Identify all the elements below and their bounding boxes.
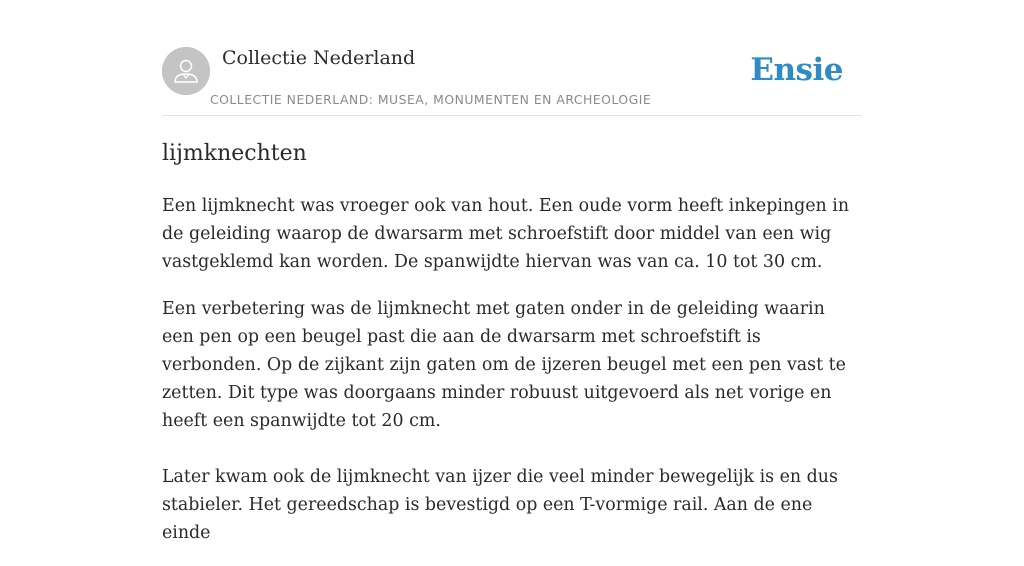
article-paragraph: Later kwam ook de lijmknecht van ijzer die veel minder bewegelijk is en dus stabieler. Het gereedschap is bevestigd op een T-vormige rail. Aan de ene einde	[162, 467, 838, 543]
brand-logo[interactable]: Ensie	[750, 52, 843, 88]
article-title: lijmknechten	[162, 141, 307, 166]
article-content	[162, 192, 862, 566]
collection-link[interactable]: COLLECTIE NEDERLAND: MUSEA, MONUMENTEN EN ARCHEOLOGIE	[210, 92, 652, 107]
article-paragraph: Een verbetering was de lijmknecht met gaten onder in de geleiding waarin een pen op een beugel past die aan de dwarsarm met schroefstift is verbonden. Op de zijkant zijn gaten om de ijzeren beugel met een pen vast te zetten. Dit type was doorgaans minder robuust uitgevoerd als net vorige en heeft een spanwijdte tot 20 cm.	[162, 299, 846, 431]
user-avatar-icon[interactable]	[162, 47, 210, 95]
avatar-silhouette	[162, 47, 210, 95]
article-page	[162, 0, 862, 543]
article-paragraph: Een lijmknecht was vroeger ook van hout. Een oude vorm heeft inkepingen in de geleiding waarop de dwarsarm met schroefstift door middel van een wig vastgeklemd kan worden. De spanwijdte hiervan was van ca. 10 tot 30 cm.	[162, 196, 850, 272]
author-name-link[interactable]: Collectie Nederland	[222, 47, 416, 69]
article-header	[162, 0, 862, 116]
